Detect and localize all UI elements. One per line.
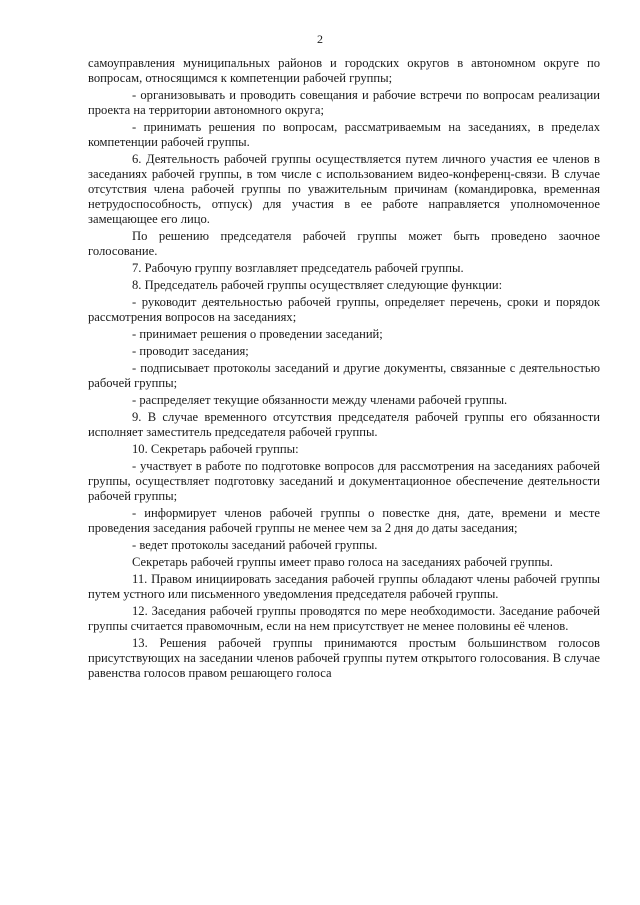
paragraph: 9. В случае временного отсутствия председателя рабочей группы его обязанности исполняет заместитель председателя рабочей группы. (88, 410, 600, 439)
paragraph: 7. Рабочую группу возглавляет председатель рабочей группы. (132, 261, 464, 275)
paragraph: Секретарь рабочей группы имеет право голоса на заседаниях рабочей группы. (132, 555, 553, 569)
paragraph: - участвует в работе по подготовке вопросов для рассмотрения на заседаниях рабочей группы, осуществляет подготовку заседаний и документационное обеспечение деятельности рабочей группы; (88, 459, 600, 503)
paragraph: 12. Заседания рабочей группы проводятся по мере необходимости. Заседание рабочей группы считается правомочным, если на нем присутствует не менее половины её членов. (88, 604, 600, 633)
document-body (88, 56, 600, 683)
paragraph: - руководит деятельностью рабочей группы, определяет перечень, сроки и порядок рассмотрения вопросов на заседаниях; (88, 295, 600, 324)
paragraph: - подписывает протоколы заседаний и другие документы, связанные с деятельностью рабочей группы; (88, 361, 600, 390)
paragraph: - организовывать и проводить совещания и рабочие встречи по вопросам реализации проекта на территории автономного округа; (88, 88, 600, 117)
paragraph: - информирует членов рабочей группы о повестке дня, дате, времени и месте проведения заседания рабочей группы не менее чем за 2 дня до даты заседания; (88, 506, 600, 535)
paragraph: 8. Председатель рабочей группы осуществляет следующие функции: (132, 278, 503, 292)
paragraph: 11. Правом инициировать заседания рабочей группы обладают члены рабочей группы путем устного или письменного уведомления председателя рабочей группы. (88, 572, 600, 601)
paragraph: 10. Секретарь рабочей группы: (132, 442, 299, 456)
paragraph: 6. Деятельность рабочей группы осуществляется путем личного участия ее членов в заседаниях рабочей группы, в том числе с использованием видео-конференц-связи. В случае отсутствия члена рабочей группы по уважительным причинам (командировка, временная нетрудоспособность, отпуск) для участия в ее работе направляется уполномоченное замещающее его лицо. (88, 152, 600, 226)
paragraph: - принимать решения по вопросам, рассматриваемым на заседаниях, в пределах компетенции рабочей группы. (88, 120, 600, 149)
page-number: 2 (317, 32, 323, 46)
paragraph: - ведет протоколы заседаний рабочей группы. (132, 538, 378, 552)
paragraph: По решению председателя рабочей группы может быть проведено заочное голосование. (88, 229, 600, 258)
paragraph: - проводит заседания; (132, 344, 249, 358)
paragraph: - распределяет текущие обязанности между членами рабочей группы. (132, 393, 508, 407)
paragraph: 13. Решения рабочей группы принимаются простым большинством голосов присутствующих на заседании членов рабочей группы путем открытого голосования. В случае равенства голосов правом решающего голоса (88, 636, 600, 680)
paragraph: - принимает решения о проведении заседаний; (132, 327, 383, 341)
paragraph: самоуправления муниципальных районов и городских округов в автономном округе по вопросам, относящимся к компетенции рабочей группы; (88, 56, 600, 85)
